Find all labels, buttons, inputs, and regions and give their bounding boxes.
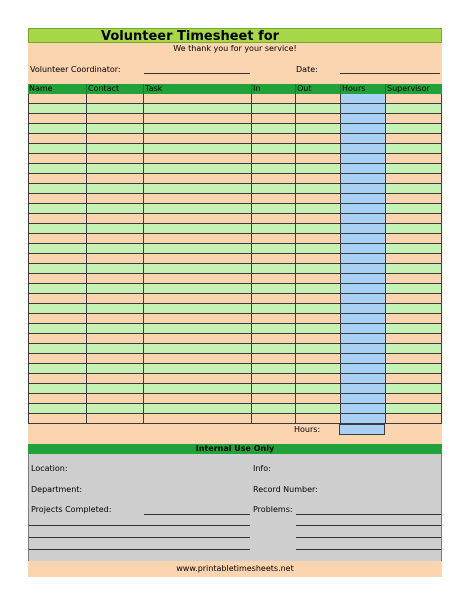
hours-cell[interactable] [340,194,385,204]
table-row [28,224,442,234]
task-cell[interactable] [143,344,251,354]
in-cell[interactable] [251,394,295,404]
hours-cell[interactable] [340,214,385,224]
form-title: Volunteer Timesheet for [101,29,280,44]
task-cell[interactable] [143,104,251,114]
internal-use-header: Internal Use Only [28,444,442,454]
supervisor-cell[interactable] [385,374,442,384]
hours-cell[interactable] [340,124,385,134]
out-cell[interactable] [295,214,340,224]
out-cell[interactable] [295,144,340,154]
table-row [28,114,442,124]
in-cell[interactable] [251,194,295,204]
in-cell[interactable] [251,204,295,214]
supervisor-cell[interactable] [385,364,442,374]
out-cell[interactable] [295,184,340,194]
in-cell[interactable] [251,214,295,224]
hours-cell[interactable] [340,264,385,274]
task-cell[interactable] [143,144,251,154]
table-row [28,104,442,114]
table-row [28,204,442,214]
contact-cell[interactable] [86,384,143,394]
contact-cell[interactable] [86,314,143,324]
task-cell[interactable] [143,284,251,294]
supervisor-cell[interactable] [385,174,442,184]
task-cell[interactable] [143,234,251,244]
in-cell[interactable] [251,284,295,294]
contact-cell[interactable] [86,194,143,204]
table-row [28,184,442,194]
hours-cell[interactable] [340,94,385,104]
supervisor-cell[interactable] [385,284,442,294]
table-row [28,94,442,104]
hours-cell[interactable] [340,144,385,154]
task-cell[interactable] [143,304,251,314]
task-cell[interactable] [143,374,251,384]
out-cell[interactable] [295,164,340,174]
in-cell[interactable] [251,224,295,234]
contact-cell[interactable] [86,254,143,264]
contact-cell[interactable] [86,354,143,364]
task-cell[interactable] [143,174,251,184]
out-cell[interactable] [295,114,340,124]
out-cell[interactable] [295,94,340,104]
hours-cell[interactable] [340,284,385,294]
table-row [28,154,442,164]
internal-use-section [28,454,442,561]
table-row [28,164,442,174]
in-cell[interactable] [251,154,295,164]
projects-line[interactable] [29,549,250,550]
out-cell[interactable] [295,294,340,304]
name-cell[interactable] [28,224,86,234]
name-cell[interactable] [28,304,86,314]
contact-cell[interactable] [86,414,143,424]
name-cell[interactable] [28,164,86,174]
out-cell[interactable] [295,304,340,314]
hours-cell[interactable] [340,404,385,414]
in-cell[interactable] [251,364,295,374]
column-header-out: Out [295,84,340,94]
name-cell[interactable] [28,324,86,334]
out-cell[interactable] [295,354,340,364]
name-cell[interactable] [28,234,86,244]
supervisor-cell[interactable] [385,204,442,214]
contact-cell[interactable] [86,404,143,414]
name-cell[interactable] [28,384,86,394]
hours-cell[interactable] [340,204,385,214]
in-cell[interactable] [251,114,295,124]
date-field[interactable] [340,73,440,74]
in-cell[interactable] [251,234,295,244]
hours-cell[interactable] [340,384,385,394]
task-cell[interactable] [143,164,251,174]
task-cell[interactable] [143,244,251,254]
name-cell[interactable] [28,354,86,364]
name-cell[interactable] [28,114,86,124]
supervisor-cell[interactable] [385,354,442,364]
out-cell[interactable] [295,414,340,424]
date-label: Date: [296,65,318,74]
name-cell[interactable] [28,334,86,344]
task-cell[interactable] [143,314,251,324]
contact-cell[interactable] [86,324,143,334]
supervisor-cell[interactable] [385,134,442,144]
table-row [28,264,442,274]
contact-cell[interactable] [86,154,143,164]
name-cell[interactable] [28,294,86,304]
supervisor-cell[interactable] [385,254,442,264]
supervisor-cell[interactable] [385,274,442,284]
in-cell[interactable] [251,274,295,284]
record-number-label: Record Number: [253,485,318,494]
in-cell[interactable] [251,294,295,304]
out-cell[interactable] [295,344,340,354]
table-header [28,84,442,94]
out-cell[interactable] [295,284,340,294]
timesheet-form [28,28,442,577]
column-header-contact: Contact [86,84,143,94]
supervisor-cell[interactable] [385,144,442,154]
in-cell[interactable] [251,174,295,184]
task-cell[interactable] [143,394,251,404]
hours-cell[interactable] [340,304,385,314]
supervisor-cell[interactable] [385,184,442,194]
out-cell[interactable] [295,104,340,114]
hours-cell[interactable] [340,164,385,174]
table-row [28,304,442,314]
name-cell[interactable] [28,204,86,214]
supervisor-cell[interactable] [385,294,442,304]
hours-cell[interactable] [340,104,385,114]
supervisor-cell[interactable] [385,224,442,234]
task-cell[interactable] [143,274,251,284]
hours-cell[interactable] [340,184,385,194]
out-cell[interactable] [295,234,340,244]
contact-cell[interactable] [86,164,143,174]
in-cell[interactable] [251,244,295,254]
problems-label: Problems: [253,505,293,514]
supervisor-cell[interactable] [385,124,442,134]
task-cell[interactable] [143,414,251,424]
hours-total-field[interactable] [339,424,385,435]
hours-cell[interactable] [340,364,385,374]
in-cell[interactable] [251,104,295,114]
name-cell[interactable] [28,404,86,414]
out-cell[interactable] [295,324,340,334]
contact-cell[interactable] [86,214,143,224]
task-cell[interactable] [143,114,251,124]
projects-line[interactable] [29,537,250,538]
coordinator-label: Volunteer Coordinator: [30,65,121,74]
problems-line[interactable] [296,549,441,550]
hours-cell[interactable] [340,334,385,344]
task-cell[interactable] [143,184,251,194]
table-row [28,274,442,284]
in-cell[interactable] [251,184,295,194]
supervisor-cell[interactable] [385,114,442,124]
projects-completed-label: Projects Completed: [31,505,112,514]
supervisor-cell[interactable] [385,104,442,114]
table-row [28,144,442,154]
task-cell[interactable] [143,334,251,344]
task-cell[interactable] [143,134,251,144]
contact-cell[interactable] [86,264,143,274]
out-cell[interactable] [295,134,340,144]
task-cell[interactable] [143,204,251,214]
supervisor-cell[interactable] [385,404,442,414]
projects-completed-field[interactable] [144,514,250,515]
table-row [28,214,442,224]
hours-cell[interactable] [340,234,385,244]
task-cell[interactable] [143,214,251,224]
hours-cell[interactable] [340,254,385,264]
name-cell[interactable] [28,374,86,384]
supervisor-cell[interactable] [385,244,442,254]
hours-cell[interactable] [340,244,385,254]
supervisor-cell[interactable] [385,414,442,424]
supervisor-cell[interactable] [385,264,442,274]
table-row [28,394,442,404]
name-cell[interactable] [28,124,86,134]
out-cell[interactable] [295,384,340,394]
contact-cell[interactable] [86,284,143,294]
contact-cell[interactable] [86,374,143,384]
table-row [28,194,442,204]
column-header-task: Task [143,84,251,94]
task-cell[interactable] [143,364,251,374]
supervisor-cell[interactable] [385,154,442,164]
column-header-in: In [251,84,295,94]
in-cell[interactable] [251,334,295,344]
table-row [28,234,442,244]
contact-cell[interactable] [86,94,143,104]
name-cell[interactable] [28,144,86,154]
out-cell[interactable] [295,254,340,264]
department-label: Department: [31,485,83,494]
supervisor-cell[interactable] [385,324,442,334]
hours-cell[interactable] [340,354,385,364]
location-label: Location: [31,464,68,473]
name-cell[interactable] [28,274,86,284]
out-cell[interactable] [295,174,340,184]
in-cell[interactable] [251,374,295,384]
supervisor-cell[interactable] [385,304,442,314]
hours-cell[interactable] [340,224,385,234]
hours-cell[interactable] [340,114,385,124]
task-cell[interactable] [143,294,251,304]
in-cell[interactable] [251,324,295,334]
contact-cell[interactable] [86,234,143,244]
in-cell[interactable] [251,304,295,314]
supervisor-cell[interactable] [385,234,442,244]
table-row [28,254,442,264]
hours-cell[interactable] [340,274,385,284]
in-cell[interactable] [251,404,295,414]
in-cell[interactable] [251,354,295,364]
table-row [28,134,442,144]
title-band [28,28,442,43]
supervisor-cell[interactable] [385,194,442,204]
out-cell[interactable] [295,314,340,324]
table-row [28,294,442,304]
hours-cell[interactable] [340,344,385,354]
in-cell[interactable] [251,384,295,394]
supervisor-cell[interactable] [385,344,442,354]
name-cell[interactable] [28,394,86,404]
table-row [28,364,442,374]
column-header-supervisor: Supervisor [385,84,442,94]
task-cell[interactable] [143,224,251,234]
contact-cell[interactable] [86,364,143,374]
name-cell[interactable] [28,214,86,224]
in-cell[interactable] [251,314,295,324]
column-header-name: Name [29,84,53,93]
contact-cell[interactable] [86,334,143,344]
thank-you-subtitle: We thank you for your service! [173,44,297,53]
problems-line[interactable] [296,537,441,538]
projects-line[interactable] [29,525,250,526]
name-cell[interactable] [28,134,86,144]
out-cell[interactable] [295,404,340,414]
hours-cell[interactable] [340,174,385,184]
contact-cell[interactable] [86,174,143,184]
contact-cell[interactable] [86,134,143,144]
name-cell[interactable] [28,284,86,294]
hours-cell[interactable] [340,294,385,304]
name-cell[interactable] [28,194,86,204]
contact-cell[interactable] [86,114,143,124]
name-cell[interactable] [28,174,86,184]
column-header-hours: Hours [340,84,385,94]
in-cell[interactable] [251,264,295,274]
table-row [28,124,442,134]
name-cell[interactable] [28,94,86,104]
hours-cell[interactable] [340,324,385,334]
task-cell[interactable] [143,124,251,134]
in-cell[interactable] [251,344,295,354]
hours-cell[interactable] [340,134,385,144]
contact-cell[interactable] [86,274,143,284]
in-cell[interactable] [251,164,295,174]
out-cell[interactable] [295,204,340,214]
hours-cell[interactable] [340,414,385,424]
in-cell[interactable] [251,144,295,154]
hours-total-label: Hours: [294,425,321,434]
supervisor-cell[interactable] [385,334,442,344]
name-cell[interactable] [28,104,86,114]
task-cell[interactable] [143,264,251,274]
out-cell[interactable] [295,264,340,274]
table-row [28,284,442,294]
out-cell[interactable] [295,274,340,284]
task-cell[interactable] [143,324,251,334]
contact-cell[interactable] [86,344,143,354]
out-cell[interactable] [295,334,340,344]
supervisor-cell[interactable] [385,164,442,174]
supervisor-cell[interactable] [385,384,442,394]
table-row [28,404,442,414]
contact-cell[interactable] [86,304,143,314]
name-cell[interactable] [28,254,86,264]
task-cell[interactable] [143,154,251,164]
contact-cell[interactable] [86,184,143,194]
task-cell[interactable] [143,254,251,264]
name-cell[interactable] [28,154,86,164]
contact-cell[interactable] [86,124,143,134]
contact-cell[interactable] [86,394,143,404]
out-cell[interactable] [295,194,340,204]
task-cell[interactable] [143,194,251,204]
footer-website: www.printabletimesheets.net [176,564,294,573]
supervisor-cell[interactable] [385,314,442,324]
task-cell[interactable] [143,354,251,364]
name-cell[interactable] [28,184,86,194]
out-cell[interactable] [295,154,340,164]
task-cell[interactable] [143,404,251,414]
name-cell[interactable] [28,244,86,254]
out-cell[interactable] [295,374,340,384]
table-row [28,374,442,384]
contact-cell[interactable] [86,144,143,154]
hours-cell[interactable] [340,154,385,164]
table-row [28,314,442,324]
task-cell[interactable] [143,384,251,394]
in-cell[interactable] [251,94,295,104]
name-cell[interactable] [28,314,86,324]
in-cell[interactable] [251,124,295,134]
name-cell[interactable] [28,414,86,424]
contact-cell[interactable] [86,244,143,254]
supervisor-cell[interactable] [385,94,442,104]
hours-cell[interactable] [340,394,385,404]
table-row [28,244,442,254]
table-row [28,384,442,394]
contact-cell[interactable] [86,294,143,304]
coordinator-field[interactable] [144,73,250,74]
problems-line[interactable] [296,525,441,526]
in-cell[interactable] [251,254,295,264]
out-cell[interactable] [295,244,340,254]
in-cell[interactable] [251,414,295,424]
table-row [28,174,442,184]
name-cell[interactable] [28,344,86,354]
problems-field[interactable] [296,514,441,515]
in-cell[interactable] [251,134,295,144]
table-row [28,344,442,354]
supervisor-cell[interactable] [385,214,442,224]
contact-cell[interactable] [86,204,143,214]
contact-cell[interactable] [86,224,143,234]
table-row [28,324,442,334]
out-cell[interactable] [295,124,340,134]
hours-cell[interactable] [340,374,385,384]
name-cell[interactable] [28,364,86,374]
out-cell[interactable] [295,224,340,234]
name-cell[interactable] [28,264,86,274]
hours-cell[interactable] [340,314,385,324]
supervisor-cell[interactable] [385,394,442,404]
table-row [28,354,442,364]
table-row [28,414,442,424]
info-label: Info: [253,464,271,473]
out-cell[interactable] [295,394,340,404]
out-cell[interactable] [295,364,340,374]
contact-cell[interactable] [86,104,143,114]
task-cell[interactable] [143,94,251,104]
table-row [28,334,442,344]
